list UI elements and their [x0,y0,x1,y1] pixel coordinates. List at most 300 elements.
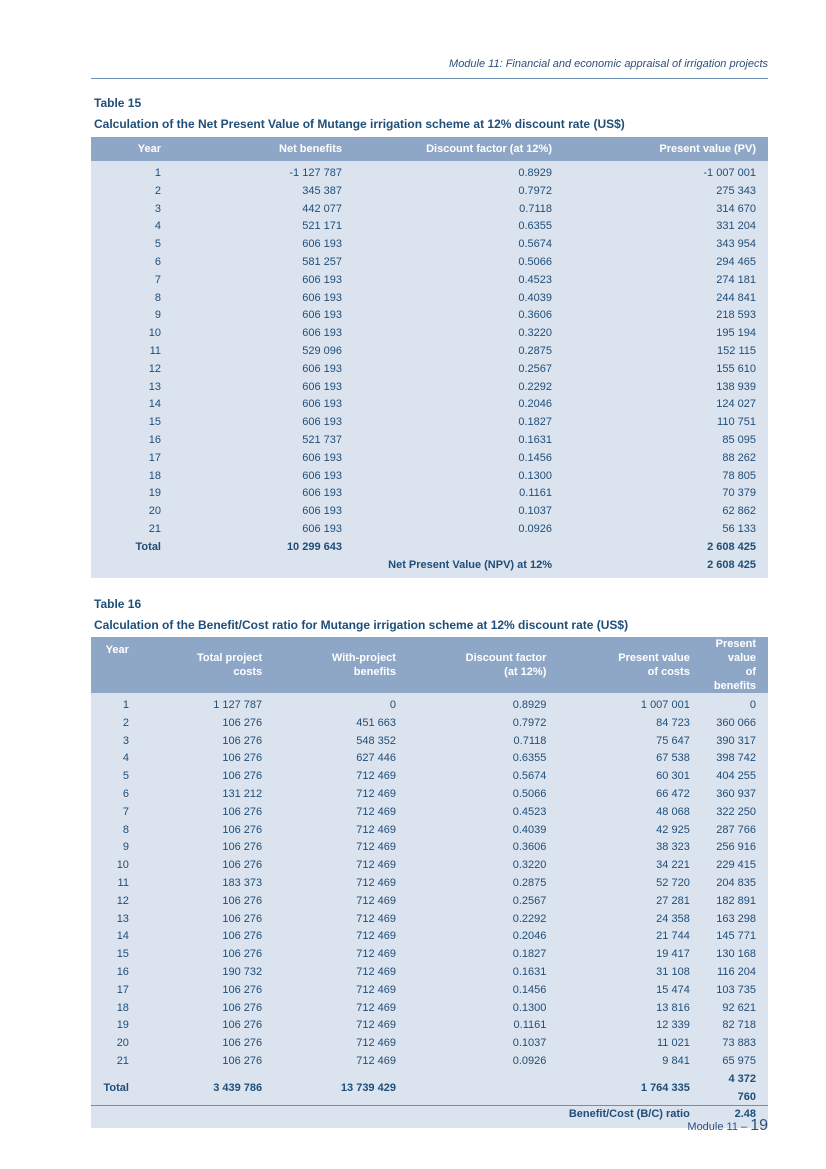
discount-factor-cell: 0.1631 [512,965,547,978]
table-row [91,343,768,361]
benefits-cell: 548 352 [356,734,396,747]
discount-factor-cell: 0.4039 [518,291,552,304]
year-cell: 13 [116,912,129,925]
discount-factor-cell: 0.4039 [512,823,547,836]
year-cell: 19 [116,1019,129,1032]
pv-benefits-cell: 0 [749,699,756,711]
present-value-cell: 78 805 [722,469,756,482]
running-header: Module 11: Financial and economic appraisal of irrigation projects [449,58,768,70]
net-benefits-cell: 606 193 [302,469,342,482]
column-header-year: Year [91,137,173,161]
discount-factor-cell: 0.7118 [519,202,552,215]
column-header-total-costs [141,637,274,693]
net-benefits-cell: 606 193 [302,487,342,500]
benefits-cell: 712 469 [356,841,396,854]
table-row [91,928,768,946]
present-value-cell: -1 007 001 [703,167,756,179]
pv-benefits-cell: 92 621 [722,1001,756,1014]
year-cell: 1 [122,699,129,711]
table-row [91,946,768,964]
pv-benefits-cell: 82 718 [722,1019,756,1032]
year-cell: 18 [116,1001,129,1014]
year-cell: 15 [116,948,129,961]
pv-benefits-cell: 287 766 [716,823,756,836]
discount-factor-cell: 0.1037 [512,1037,547,1050]
present-value-cell: 110 751 [717,416,756,429]
table-row [91,201,768,219]
table-row [91,450,768,468]
pv-benefits-cell: 398 742 [716,752,756,765]
pv-costs-cell: 52 720 [656,876,690,889]
bc-ratio-table [91,637,768,1128]
total-costs-cell: 106 276 [222,823,263,836]
discount-factor-cell: 0.1456 [518,451,552,464]
net-benefits-cell: 606 193 [302,291,342,304]
table16-label: Table 16 [94,597,142,611]
present-value-cell: 138 939 [716,380,756,393]
header-line: of costs [647,666,690,678]
table-row [91,290,768,308]
total-costs-cell: 106 276 [222,983,263,996]
present-value-cell: 294 465 [716,255,756,268]
discount-factor-cell: 0.0926 [518,522,552,535]
total-costs-cell: 106 276 [222,1019,263,1032]
year-cell: 17 [148,451,161,464]
year-cell: 21 [116,1054,129,1067]
footer-module-label: Module 11 – [687,1121,748,1133]
net-benefits-cell: -1 127 787 [289,167,342,179]
pv-costs-cell: 48 068 [656,805,690,818]
table-row [91,786,768,804]
total-costs-cell: 106 276 [222,752,263,765]
net-benefits-cell: 606 193 [302,451,342,464]
total-row [91,539,768,557]
total-costs-cell: 106 276 [222,841,263,854]
footer-rule [91,1105,768,1106]
discount-factor-cell: 0.3220 [518,327,552,340]
year-cell: 2 [154,184,161,197]
table-row [91,396,768,414]
pv-benefits-cell: 103 735 [716,983,756,996]
discount-factor-cell: 0.8929 [518,167,552,179]
table-row [91,911,768,929]
header-line: Discount factor [465,652,547,664]
year-cell: 7 [122,805,129,818]
benefits-cell: 712 469 [356,912,396,925]
benefits-cell: 712 469 [356,1019,396,1032]
table-row [91,1000,768,1018]
page-number: 19 [750,1117,768,1134]
total-costs-cell: 106 276 [222,912,263,925]
table-row [91,982,768,1000]
table-header-row [91,637,768,693]
present-value-cell: 274 181 [716,273,756,286]
table-header-row [91,137,768,161]
pv-benefits-cell: 360 066 [716,716,756,729]
total-costs-cell: 106 276 [222,716,263,729]
discount-factor-cell: 0.4523 [518,273,552,286]
page-footer [687,1117,768,1135]
present-value-cell: 88 262 [722,451,756,464]
total-costs-cell: 106 276 [222,930,263,943]
net-benefits-cell: 521 737 [302,433,342,446]
year-cell: 9 [122,841,129,854]
npv-label: Net Present Value (NPV) at 12% [388,558,552,571]
present-value-cell: 195 194 [716,327,756,340]
table15-label: Table 15 [94,96,142,110]
discount-factor-cell: 0.0926 [512,1054,547,1067]
year-cell: 21 [148,522,161,535]
pv-costs-cell: 42 925 [656,823,690,836]
discount-factor-cell: 0.7972 [518,184,552,197]
year-cell: 18 [148,469,161,482]
table-row [91,503,768,521]
table-row [91,236,768,254]
column-header-pv-benefits [702,637,768,693]
net-benefits-cell: 529 096 [302,344,342,357]
total-empty [354,539,564,557]
discount-factor-cell: 0.6355 [512,752,547,765]
column-header-discount-factor: Discount factor (at 12%) [354,137,564,161]
table-row [91,1035,768,1053]
pv-benefits-cell: 182 891 [716,894,756,907]
table-row [91,254,768,272]
discount-factor-cell: 0.2567 [512,894,547,907]
discount-factor-cell: 0.5674 [518,238,552,251]
net-benefits-cell: 606 193 [302,273,342,286]
discount-factor-cell: 0.6355 [518,220,552,233]
benefits-cell: 712 469 [356,965,396,978]
pv-costs-cell: 60 301 [656,770,690,783]
pv-benefits-cell: 145 771 [716,930,756,943]
table-row [91,183,768,201]
present-value-cell: 331 204 [716,220,756,233]
year-cell: 12 [148,362,161,375]
header-line: of benefits [713,666,757,692]
total-pv-benefits: 4 372 760 [728,1072,756,1103]
table-row [91,964,768,982]
column-header-pv-costs [558,637,701,693]
present-value-cell: 62 862 [722,505,756,518]
table-row [91,715,768,733]
npv-row [91,557,768,579]
header-line: Present value [618,652,690,664]
table-row [91,414,768,432]
total-benefits: 13 739 429 [340,1081,396,1094]
total-present-value: 2 608 425 [707,540,756,553]
year-cell: 4 [154,220,161,233]
present-value-cell: 314 670 [716,202,756,215]
table-row [91,521,768,539]
table-row [91,804,768,822]
total-label: Total [103,1081,129,1094]
discount-factor-cell: 0.1827 [518,416,552,429]
header-line: With-project [331,652,396,664]
table-row [91,361,768,379]
pv-benefits-cell: 116 204 [717,965,756,978]
pv-costs-cell: 38 323 [656,841,690,854]
present-value-cell: 343 954 [716,238,756,251]
pv-costs-cell: 34 221 [656,859,690,872]
year-cell: 6 [122,787,129,800]
total-costs-cell: 106 276 [222,859,263,872]
discount-factor-cell: 0.2567 [518,362,552,375]
table-row [91,857,768,875]
net-benefits-cell: 606 193 [302,380,342,393]
net-benefits-cell: 606 193 [302,327,342,340]
pv-benefits-cell: 73 883 [722,1037,756,1050]
year-cell: 3 [154,202,161,215]
year-cell: 12 [116,894,129,907]
discount-factor-cell: 0.2875 [512,876,547,889]
net-benefits-cell: 581 257 [302,255,342,268]
pv-costs-cell: 67 538 [656,752,690,765]
benefits-cell: 712 469 [356,1054,396,1067]
total-costs-cell: 106 276 [222,770,263,783]
table-row [91,379,768,397]
pv-benefits-cell: 322 250 [716,805,756,818]
discount-factor-cell: 0.3606 [518,309,552,322]
total-costs-cell: 106 276 [222,805,263,818]
total-empty [408,1071,558,1107]
table-row [91,325,768,343]
year-cell: 6 [154,255,161,268]
net-benefits-cell: 606 193 [302,309,342,322]
pv-costs-cell: 66 472 [656,787,690,800]
year-cell: 1 [154,167,161,179]
year-cell: 7 [154,273,161,286]
header-line: costs [233,666,263,678]
year-cell: 11 [117,876,129,889]
total-pv-costs: 1 764 335 [640,1081,690,1094]
year-cell: 2 [122,716,129,729]
table-row [91,485,768,503]
benefits-cell: 712 469 [356,1001,396,1014]
table-row [91,1017,768,1035]
pv-benefits-cell: 390 317 [716,734,756,747]
net-benefits-cell: 442 077 [302,202,342,215]
pv-costs-cell: 1 007 001 [640,699,690,711]
net-benefits-cell: 606 193 [302,505,342,518]
total-costs-cell: 106 276 [222,948,263,961]
benefits-cell: 712 469 [356,805,396,818]
discount-factor-cell: 0.1161 [513,1019,547,1032]
net-benefits-cell: 606 193 [302,398,342,411]
total-costs-cell: 106 276 [222,1037,263,1050]
table-row [91,1053,768,1071]
year-cell: 11 [149,344,161,357]
year-cell: 20 [148,505,161,518]
discount-factor-cell: 0.2875 [518,344,552,357]
table-row [91,875,768,893]
present-value-cell: 275 343 [716,184,756,197]
year-cell: 8 [154,291,161,304]
header-line: Year [105,644,129,656]
pv-benefits-cell: 229 415 [716,859,756,872]
discount-factor-cell: 0.2046 [518,398,552,411]
total-costs-cell: 190 732 [222,965,263,978]
pv-costs-cell: 84 723 [656,716,690,729]
pv-costs-cell: 19 417 [656,948,690,961]
table-row [91,307,768,325]
total-costs-cell: 106 276 [222,734,263,747]
discount-factor-cell: 0.5066 [512,787,547,800]
discount-factor-cell: 0.1300 [512,1001,547,1014]
total-costs-cell: 106 276 [222,1054,263,1067]
benefits-cell: 712 469 [356,876,396,889]
year-cell: 14 [148,398,161,411]
total-costs: 3 439 786 [213,1081,263,1094]
year-cell: 16 [116,965,129,978]
benefits-cell: 712 469 [356,1037,396,1050]
benefits-cell: 0 [389,699,396,711]
table-row [91,218,768,236]
net-benefits-cell: 606 193 [302,522,342,535]
header-line: benefits [353,666,396,678]
net-benefits-cell: 345 387 [302,184,342,197]
header-rule [91,78,768,79]
bc-ratio-value: 2.48 [734,1108,756,1121]
discount-factor-cell: 0.1037 [518,505,552,518]
discount-factor-cell: 0.7972 [512,716,547,729]
pv-costs-cell: 24 358 [656,912,690,925]
year-cell: 16 [148,433,161,446]
bc-ratio-row [91,1106,768,1128]
total-net-benefits: 10 299 643 [286,540,342,553]
discount-factor-cell: 0.4523 [512,805,547,818]
year-cell: 10 [148,327,161,340]
year-cell: 17 [116,983,129,996]
table-row [91,839,768,857]
year-cell: 13 [148,380,161,393]
benefits-cell: 712 469 [356,894,396,907]
discount-factor-cell: 0.1300 [518,469,552,482]
pv-benefits-cell: 65 975 [722,1054,756,1067]
column-header-with-project-benefits [274,637,408,693]
present-value-cell: 244 841 [716,291,756,304]
benefits-cell: 712 469 [356,859,396,872]
bc-table-body [91,693,768,1128]
pv-costs-cell: 21 744 [656,930,690,943]
discount-factor-cell: 0.3606 [512,841,547,854]
benefits-cell: 451 663 [356,716,396,729]
discount-factor-cell: 0.3220 [512,859,547,872]
npv-value: 2 608 425 [707,558,756,571]
benefits-cell: 712 469 [356,787,396,800]
table16-caption: Calculation of the Benefit/Cost ratio for Mutange irrigation scheme at 12% discount rate (US$) [94,618,629,632]
table-row [91,822,768,840]
present-value-cell: 70 379 [722,487,756,500]
discount-factor-cell: 0.1631 [518,433,552,446]
net-benefits-cell: 606 193 [302,238,342,251]
table-row [91,750,768,768]
year-cell: 5 [122,770,129,783]
discount-factor-cell: 0.8929 [512,699,547,711]
pv-costs-cell: 15 474 [656,983,690,996]
net-benefits-cell: 606 193 [302,416,342,429]
benefits-cell: 712 469 [356,930,396,943]
column-header-year [91,637,141,693]
total-row [91,1071,768,1107]
pv-benefits-cell: 404 255 [716,770,756,783]
table-row [91,161,768,183]
discount-factor-cell: 0.2292 [518,380,552,393]
discount-factor-cell: 0.1456 [512,983,547,996]
net-benefits-cell: 521 171 [302,220,342,233]
table-row [91,768,768,786]
year-cell: 4 [122,752,129,765]
present-value-cell: 56 133 [722,522,756,535]
present-value-cell: 152 115 [717,344,756,357]
pv-benefits-cell: 204 835 [716,876,756,889]
pv-costs-cell: 27 281 [656,894,690,907]
header-line: Total project [196,652,263,664]
table-row [91,693,768,715]
total-costs-cell: 183 373 [222,876,263,889]
table15-caption: Calculation of the Net Present Value of Mutange irrigation scheme at 12% discount rate (US$) [94,117,625,131]
total-costs-cell: 1 127 787 [213,699,263,711]
year-cell: 19 [148,487,161,500]
pv-costs-cell: 9 841 [662,1054,690,1067]
column-header-present-value: Present value (PV) [564,137,768,161]
pv-benefits-cell: 256 916 [716,841,756,854]
total-label: Total [135,540,161,553]
pv-benefits-cell: 130 168 [716,948,756,961]
column-header-discount-factor [408,637,558,693]
header-line: (at 12%) [504,666,547,678]
table-row [91,272,768,290]
pv-costs-cell: 11 021 [657,1037,690,1050]
pv-benefits-cell: 360 937 [716,787,756,800]
table-row [91,893,768,911]
discount-factor-cell: 0.1827 [512,948,547,961]
present-value-cell: 155 610 [716,362,756,375]
pv-costs-cell: 75 647 [656,734,690,747]
present-value-cell: 85 095 [722,433,756,446]
column-header-net-benefits: Net benefits [173,137,354,161]
pv-benefits-cell: 163 298 [716,912,756,925]
present-value-cell: 218 593 [716,309,756,322]
year-cell: 5 [154,238,161,251]
bc-ratio-label: Benefit/Cost (B/C) ratio [568,1108,690,1121]
present-value-cell: 124 027 [716,398,756,411]
total-costs-cell: 106 276 [222,1001,263,1014]
discount-factor-cell: 0.2292 [512,912,547,925]
benefits-cell: 712 469 [356,770,396,783]
total-costs-cell: 106 276 [222,894,263,907]
year-cell: 14 [116,930,129,943]
pv-costs-cell: 13 816 [656,1001,690,1014]
year-cell: 8 [122,823,129,836]
year-cell: 15 [148,416,161,429]
discount-factor-cell: 0.1161 [519,487,552,500]
pv-costs-cell: 31 108 [656,965,690,978]
year-cell: 10 [116,859,129,872]
benefits-cell: 712 469 [356,948,396,961]
year-cell: 9 [154,309,161,322]
benefits-cell: 627 446 [356,752,396,765]
pv-costs-cell: 12 339 [656,1019,690,1032]
discount-factor-cell: 0.7118 [513,734,547,747]
npv-table-body [91,161,768,578]
year-cell: 20 [116,1037,129,1050]
table-row [91,468,768,486]
net-benefits-cell: 606 193 [302,362,342,375]
table-row [91,733,768,751]
benefits-cell: 712 469 [356,983,396,996]
year-cell: 3 [122,734,129,747]
discount-factor-cell: 0.5066 [518,255,552,268]
